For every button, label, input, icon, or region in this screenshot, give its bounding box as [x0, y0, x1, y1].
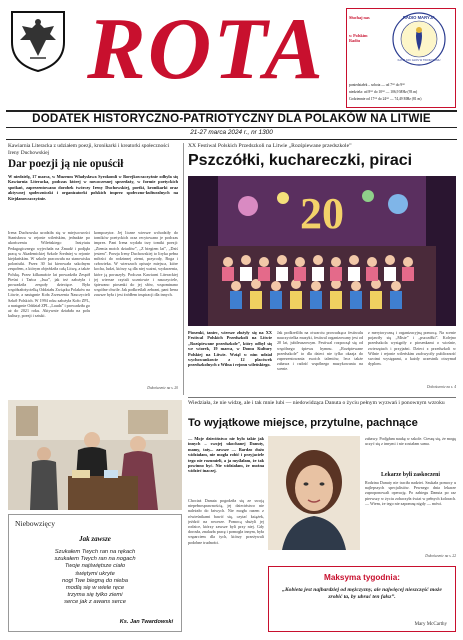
masthead-subtitle: DODATEK HISTORYCZNO-PATRIOTYCZNY DLA POLAKÓW NA LITWIE — [32, 112, 431, 125]
issue-info: 21-27 marca 2024 r., nr 1300 — [190, 129, 273, 136]
maxim-author: Mary McCarthy — [414, 622, 447, 627]
portrait-photo — [268, 436, 360, 550]
radio-schedule-2: niedziela: od 8⁰⁰ do 10⁰⁰ — 106,9 MHz (93 m) — [349, 90, 418, 94]
article3-sidehead: Lekarze byli zaskoczeni — [381, 472, 440, 478]
article2-kicker: XX Festiwal Polskich Przedszkoli na Litwie „Rozśpiewane przedszkole” — [188, 143, 352, 149]
article1-kicker: Kawiarnia Literacka z udziałem poezji, kronikarki i kreatorki społeczności Ireny Duchowskiej — [8, 143, 170, 156]
poetry-event-photo — [8, 400, 182, 510]
poem-line: modlą się w wiele ręce — [65, 585, 125, 592]
radio-logo-sub: KATOLICKI GŁOS W TWOIM DOMU — [397, 59, 441, 62]
article1-continued: Dokończenie na s. 20 — [147, 386, 178, 390]
article3-rule — [188, 397, 456, 398]
article3-kicker: Wiedziała, że nie widzę, ale i tak mnie lubi — niedowidząca Danuta o życiu pełnym wyzwań i ponownym wzroku — [188, 400, 445, 406]
radio-box-line2: w Polskim Radiu — [349, 33, 368, 43]
article2-col3: z merytoryczną i organizacyjną pomocą. Na scenie pojawiły się „Misie” i „pszczółki”. Kolejno przedszkola wystąpiły z piosenkami o wiośnie, zwierzętach i przyjaźni. Dzieci z przedszkoli w Wilnie i rejonie wileńskim zachwyciły publiczność swoimi występami, a każdy uczestnik otrzymał dyplom. — [368, 330, 456, 367]
poem-line: szukałem Twych ran na nogach — [54, 556, 136, 563]
masthead-rule-bottom-2 — [6, 139, 457, 140]
article3-col2b: Rodzina Danuty nie traciła nadziei. Szukała pomocy u najlepszych specjalistów. Pewnego dnia lekarze zaproponowali operację. Po zabiegu Danuta po raz pierwszy w życiu zobaczyła świat w pełnych kolorach. — Wiem, że tego nie zapomnę nigdy — mówi. — [365, 480, 456, 506]
eagle-shield-icon — [8, 8, 68, 74]
article3-continued: Dokończenie na s. 22 — [425, 554, 456, 558]
radio-box-line1: Słuchaj nas — [349, 15, 370, 20]
radio-schedule-1: poniedziałek – sobota — od 7⁰⁰ do 9⁰⁰ — [349, 83, 405, 87]
poem-lines — [9, 549, 181, 607]
article2-lead: Piosenki, taniec, wiersze złożyły się na XX Festiwal Polskich Przedszkoli na Litwie „Rozśpiewane przedszkole”, który odbył się we wtorek, 19 marca, w Domu Kultury Polskiej na Litwie. Wziął w nim udział wychowankowie z 12 placówek przedszkolnych z Wilna i rejonu wileńskiego. — [188, 330, 272, 368]
article3-col1: Chociaż Danuta pogodziła się ze swoją niepełnosprawnością, jej dzieciństwo nie należało do łatwych. Nie mogła razem z rówieśnikami bawić się, czytać książek, jeździć na rowerze. Pomocą służyli jej rodzice, którzy zawsze byli przy niej. Gdy dorosła, znalazła pracę i pomogła innym, była wsparciem dla tych, którzy przeżywali podobne trudności. — [188, 498, 264, 545]
masthead-title: ROTA — [87, 1, 325, 98]
poem-line: nogi Twe biegną do nieba — [62, 577, 128, 584]
article2-continued: Dokończenie na s. 4 — [427, 385, 456, 389]
poem-title: Jak zawsze — [79, 535, 111, 543]
svg-text:20: 20 — [300, 189, 344, 238]
poem-box — [8, 514, 182, 632]
article1-headline: Dar poezji ją nie opuścił — [8, 158, 124, 170]
column-divider — [183, 143, 184, 395]
maxim-box — [268, 566, 456, 632]
radio-schedule-3: Codziennie od 17⁰⁰ do 24⁰⁰ — 74,49 MHz (81 m) — [349, 97, 422, 101]
article3-col2: zabawy. Podjęłam naukę w szkole. Cieszę się, że mogę uczyć się z innymi i nie zostałam sama. — [365, 436, 456, 447]
article2-headline: Pszczółki, kuchareczki, piraci — [188, 152, 413, 169]
maxim-quote: „Kobieta jest najbardziej od mężczyzny, ale najwięcej nieszczęść może zrobić ta, by ubrać ten fałsz”. — [282, 587, 442, 600]
poem-line: świętymi ukryte — [75, 570, 115, 577]
masthead-rule-bottom — [6, 127, 457, 128]
radio-logo-text: RADIO MARYJA — [402, 15, 436, 20]
article2-col2: Jak podkreśliła na otwarciu prowadząca festiwalu nauczycielka muzyki, festiwal organizowany jest od 20 lat, jubileuszowym. Festiwal rozpoczął się od wspólnego śpiewu hymnu. „Rozśpiewane przedszkole” to dla dzieci nie tylko okazja do zaprezentowania swoich talentów, lecz także zabawa i radość wspólnego muzykowania na scenie. — [277, 330, 363, 372]
article3-lead: — Moje dzieciństwo nie było takie jak innych – swojej ukochanej Danuty, mamy, taty... zawsze — Bardzo dużo widziałam, nie mogła robić i przyjaciele tego nie rozumieli, a ja myślałam, że tak powinno być. Nie widziałam, że można widzieć inaczej. — [188, 436, 264, 474]
article3-headline: To wyjątkowe miejsce, przytulne, pachnące — [188, 417, 418, 429]
poem-author: Ks. Jan Twardowski — [119, 619, 173, 625]
maxim-heading: Maksyma tygodnia: — [324, 573, 400, 582]
poem-line: Twoje najświętsze ciało — [64, 563, 126, 570]
article1-lead: W niedzielę, 17 marca, w Muzeum Władysława Syrokomli w Borejkowszczyźnie odbyła się Kawiarnia Literacka, podczas której w nowoczesnej sprzedaży, w formie poetyckich spotkań, zaprezentowano dorobek twórczy Ireny Duchowskiej, poetki, kronikarki oraz aktywnej społeczniczki i organizatorki polskich imprez społeczno-kulturalnych na Kiejdanowszczyźnie. — [8, 174, 178, 201]
article1-col2: kompozytor. Jej liczne wiersze wchodziły do tomików poetyckich oraz recytowano je podczas imprez. Pani Irena wydała trzy tomiki poezji: „Ziemia moich dziadów”, „Z biegiem lat”, „Dziś jestem”. Poezja Ireny Duchowskiej to liryka pełna miłości do rodzinnej ziemi, przyrody, Boga i człowieka. W wierszach opisuje miejsca, które kocha, ludzi, którzy są dla niej ważni, wydarzenia, które ją poruszyły. Podczas Kawiarni Literackiej jej wiersze czytali uczniowie i nauczyciele, śpiewano piosenki do jej słów, wspominano wspólne chwile. Jak podkreślali zebrani, pani Irena zawsze była i jest źródłem inspiracji dla innych. — [94, 230, 178, 298]
masthead-emblem — [8, 8, 68, 74]
poem-line: Szukałem Twych ran na rękach — [54, 549, 136, 555]
article1-col1: Irena Duchowska urodziła się w miejscowości Stanisława w rejonie wileńskim, jednakże po ukończeniu Wileńskiego Instytutu Pedagogicznego wyjechała na Żmudź i podjęła pracę w Akademickiej Szkole Średniej w rejonie kiejdańskim. W szkole pracowała na stanowisku polonistki. Przez 30 lat kierowała szkolnym zespołem, z którym objeździła całą Litwę, a także Polskę. Przez kilkanaście lat prowadziła Zespół Pieśni i Tańca „Issa”, jak też założyła i prowadziła zespoły dziecięce. Była współzałożycielką Oddziału Związku Polaków na Litwie, a następnie Koła Zrzeszenia Nauczycieli Szkół Polskich. W 1994 roku założyła Koło ZPL, a następnie Oddział ZPL „Lauda” i prowadziła go aż do 2021 roku. Aktywnie działała na polu kultury, poezji i sztuki. — [8, 230, 90, 319]
poem-line: trzyma się tylko ziemi — [67, 592, 123, 599]
poem-heading: Niebowzięcy — [15, 519, 56, 528]
radio-box — [346, 8, 456, 108]
poem-line: serce jak z awans serce — [64, 599, 126, 606]
festival-stage-photo — [188, 176, 456, 326]
